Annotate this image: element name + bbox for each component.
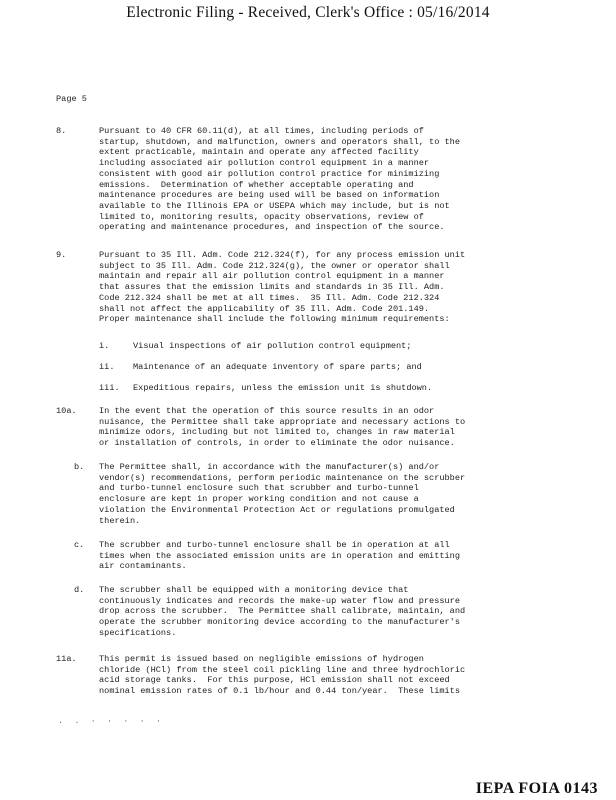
paragraph-line: available to the Illinois EPA or USEPA which may include, but is not: [99, 200, 450, 211]
paragraph-line: drop across the scrubber. The Permittee shall calibrate, maintain, and: [99, 606, 466, 617]
page-number: Page 5: [56, 94, 87, 104]
paragraph-10c: [56, 540, 536, 572]
paragraph-line: air contaminants.: [99, 561, 187, 572]
paragraph-line: nuisance, the Permittee shall take appropriate and necessary actions to: [99, 416, 466, 427]
paragraph-line: Proper maintenance shall include the following minimum requirements:: [99, 314, 450, 325]
paragraph-line: nominal emission rates of 0.1 lb/hour and 0.44 ton/year. These limits: [99, 686, 460, 697]
paragraph-line: therein.: [99, 515, 141, 526]
paragraph-line: enclosure are kept in proper working condition and not cause a: [99, 494, 419, 505]
paragraph-line: Pursuant to 35 Ill. Adm. Code 212.324(f), for any process emission unit: [99, 250, 466, 260]
scan-noise-divider: . . · · · · ·: [58, 716, 165, 726]
paragraph-number: d.: [74, 585, 85, 595]
paragraph-line: including associated air pollution control equipment in a manner: [99, 158, 430, 169]
paragraph-line: Pursuant to 40 CFR 60.11(d), at all times, including periods of: [99, 126, 424, 136]
paragraph-10a: [56, 406, 536, 449]
paragraph-line: emissions. Determination of whether acceptable operating and: [99, 179, 414, 190]
paragraph-line: operating and maintenance procedures, and inspection of the source.: [99, 222, 445, 233]
paragraph-10b: [56, 462, 536, 526]
paragraph-line: times when the associated emission units are in operation and emitting: [99, 550, 460, 561]
paragraph-line: and turbo-tunnel enclosure such that scrubber and turbo-tunnel: [99, 483, 419, 494]
list-number: i.: [99, 341, 110, 351]
paragraph-number: 9.: [56, 250, 67, 260]
paragraph-line: or installation of controls, in order to eliminate the odor nuisance.: [99, 438, 455, 449]
paragraph-line: In the event that the operation of this source results in an odor: [99, 406, 435, 416]
paragraph-8: [56, 126, 536, 233]
paragraph-line: operate the scrubber monitoring device according to the manufacturer's: [99, 617, 460, 628]
paragraph-line: The scrubber shall be equipped with a monitoring device that: [99, 585, 409, 595]
paragraph-line: consistent with good air pollution control practice for minimizing: [99, 168, 440, 179]
paragraph-line: acid storage tanks. For this purpose, HCl emission shall not exceed: [99, 675, 450, 686]
list-number: ii.: [99, 362, 115, 372]
paragraph-line: startup, shutdown, and malfunction, owners and operators shall, to the: [99, 136, 460, 147]
paragraph-number: b.: [74, 462, 85, 472]
list-text: Expeditious repairs, unless the emission unit is shutdown.: [133, 383, 433, 393]
paragraph-line: maintenance procedures are being used will be based on information: [99, 190, 440, 201]
paragraph-number: c.: [74, 540, 85, 550]
paragraph-line: chloride (HCl) from the steel coil pickling line and three hydrochloric: [99, 664, 466, 675]
paragraph-line: This permit is issued based on negligible emissions of hydrogen: [99, 654, 424, 664]
paragraph-line: continuously indicates and records the make-up water flow and pressure: [99, 595, 460, 606]
filing-stamp-header: Electronic Filing - Received, Clerk's Office : 05/16/2014: [126, 4, 490, 21]
paragraph-line: subject to 35 Ill. Adm. Code 212.324(g), the owner or operator shall: [99, 260, 450, 271]
paragraph-10d: [56, 585, 536, 639]
paragraph-line: that assures that the emission limits and standards in 35 Ill. Adm.: [99, 282, 445, 293]
bates-stamp-footer: IEPA FOIA 0143: [475, 780, 598, 797]
list-item-ii: [99, 362, 519, 373]
paragraph-line: maintain and repair all air pollution control equipment in a manner: [99, 271, 445, 282]
list-number: iii.: [99, 383, 120, 393]
paragraph-line: specifications.: [99, 627, 177, 638]
list-text: Maintenance of an adequate inventory of spare parts; and: [133, 362, 422, 372]
paragraph-line: The scrubber and turbo-tunnel enclosure shall be in operation at all: [99, 540, 450, 550]
paragraph-line: vendor(s) recommendations, perform periodic maintenance on the scrubber: [99, 472, 466, 483]
paragraph-line: shall not affect the applicability of 35 Ill. Adm. Code 201.149.: [99, 303, 430, 314]
paragraph-11a: [56, 654, 536, 697]
paragraph-line: minimize odors, including but not limited to, changes in raw material: [99, 427, 455, 438]
paragraph-line: limited to, monitoring results, opacity observations, review of: [99, 211, 424, 222]
paragraph-number: 11a.: [56, 654, 77, 664]
paragraph-line: violation the Environmental Protection Act or regulations promulgated: [99, 504, 455, 515]
list-text: Visual inspections of air pollution control equipment;: [133, 341, 412, 351]
paragraph-9: [56, 250, 536, 325]
list-item-iii: [99, 383, 519, 394]
paragraph-line: The Permittee shall, in accordance with the manufacturer(s) and/or: [99, 462, 440, 472]
paragraph-line: Code 212.324 shall be met at all times. 35 Ill. Adm. Code 212.324: [99, 292, 440, 303]
paragraph-number: 10a.: [56, 406, 77, 416]
paragraph-number: 8.: [56, 126, 67, 136]
list-item-i: [99, 341, 519, 352]
paragraph-line: extent practicable, maintain and operate any affected facility: [99, 147, 419, 158]
